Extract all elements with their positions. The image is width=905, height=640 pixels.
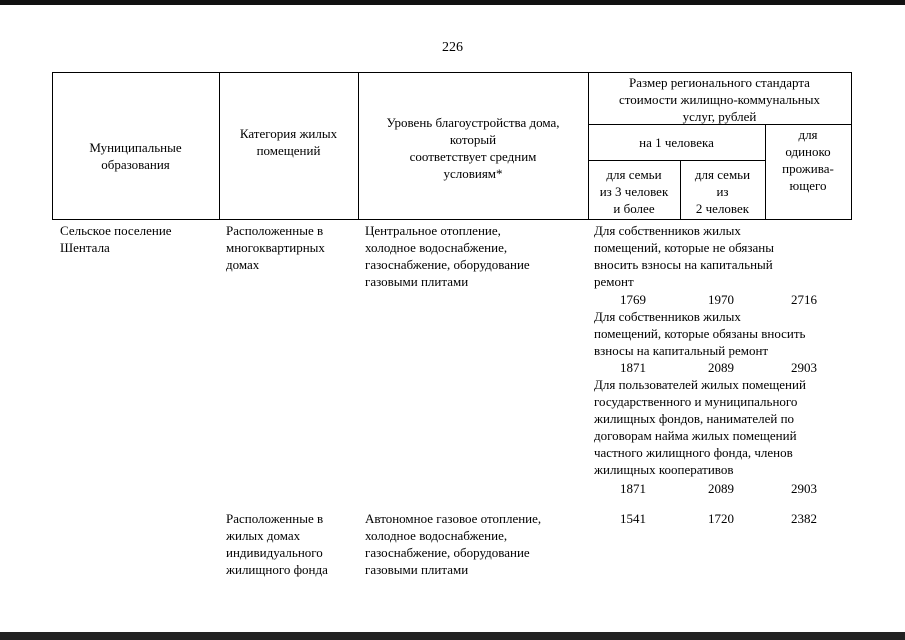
group3-single-value: 2903 — [791, 481, 817, 496]
header-municipal: Муниципальные образования — [89, 140, 182, 172]
header-category: Категория жилых помещений — [239, 126, 338, 158]
group3-family2-value: 2089 — [708, 481, 734, 496]
header-single: для одиноко прожива- ющего — [782, 127, 834, 193]
municipality-name: Сельское поселение Шентала — [60, 223, 172, 255]
row1-level: Центральное отопление, холодное водоснабжение, газоснабжение, оборудование газовыми плитами — [365, 223, 530, 289]
group3-family3-value: 1871 — [620, 481, 646, 496]
group2-family2-value: 2089 — [708, 360, 734, 375]
header-level: Уровень благоустройства дома, который соответствует средним условиям* — [386, 115, 560, 181]
group1-family2-value: 1970 — [708, 292, 734, 307]
group1-label: Для собственников жилых помещений, которые не обязаны вносить взносы на капитальный ремонт — [594, 223, 774, 289]
page-number: 226 — [442, 40, 463, 55]
row2-single-value: 2382 — [791, 511, 817, 526]
table-top-border — [52, 72, 852, 73]
group1-single-value: 2716 — [791, 292, 817, 307]
scan-top-border — [0, 0, 905, 5]
group2-single-value: 2903 — [791, 360, 817, 375]
group2-label: Для собственников жилых помещений, которые обязаны вносить взносы на капитальный ремонт — [594, 309, 806, 358]
group1-family3-value: 1769 — [620, 292, 646, 307]
header-bottom-border — [52, 219, 852, 220]
header-per-person: на 1 человека — [639, 135, 714, 150]
group2-family3-value: 1871 — [620, 360, 646, 375]
header-family3: для семьи из 3 человек и более — [599, 167, 669, 216]
row1-category: Расположенные в многоквартирных домах — [226, 223, 325, 272]
row2-category: Расположенные в жилых домах индивидуального жилищного фонда — [226, 511, 328, 577]
header-right-border — [851, 72, 852, 220]
header-standard: Размер регионального стандарта стоимости жилищно-коммунальных услуг, рублей — [619, 75, 820, 124]
row2-family2-value: 1720 — [708, 511, 734, 526]
row2-level: Автономное газовое отопление, холодное водоснабжение, газоснабжение, оборудование газовыми плитами — [365, 511, 542, 577]
group3-label: Для пользователей жилых помещений государственного и муниципального жилищных фондов, нанимателей по договорам найма жилых помещений частного жилищного фонда, членов жилищных кооперативов — [594, 377, 806, 477]
header-divider-per-person — [588, 160, 766, 161]
scan-bottom-border — [0, 632, 905, 640]
row2-family3-value: 1541 — [620, 511, 646, 526]
header-family2: для семьи из 2 человек — [694, 167, 751, 216]
